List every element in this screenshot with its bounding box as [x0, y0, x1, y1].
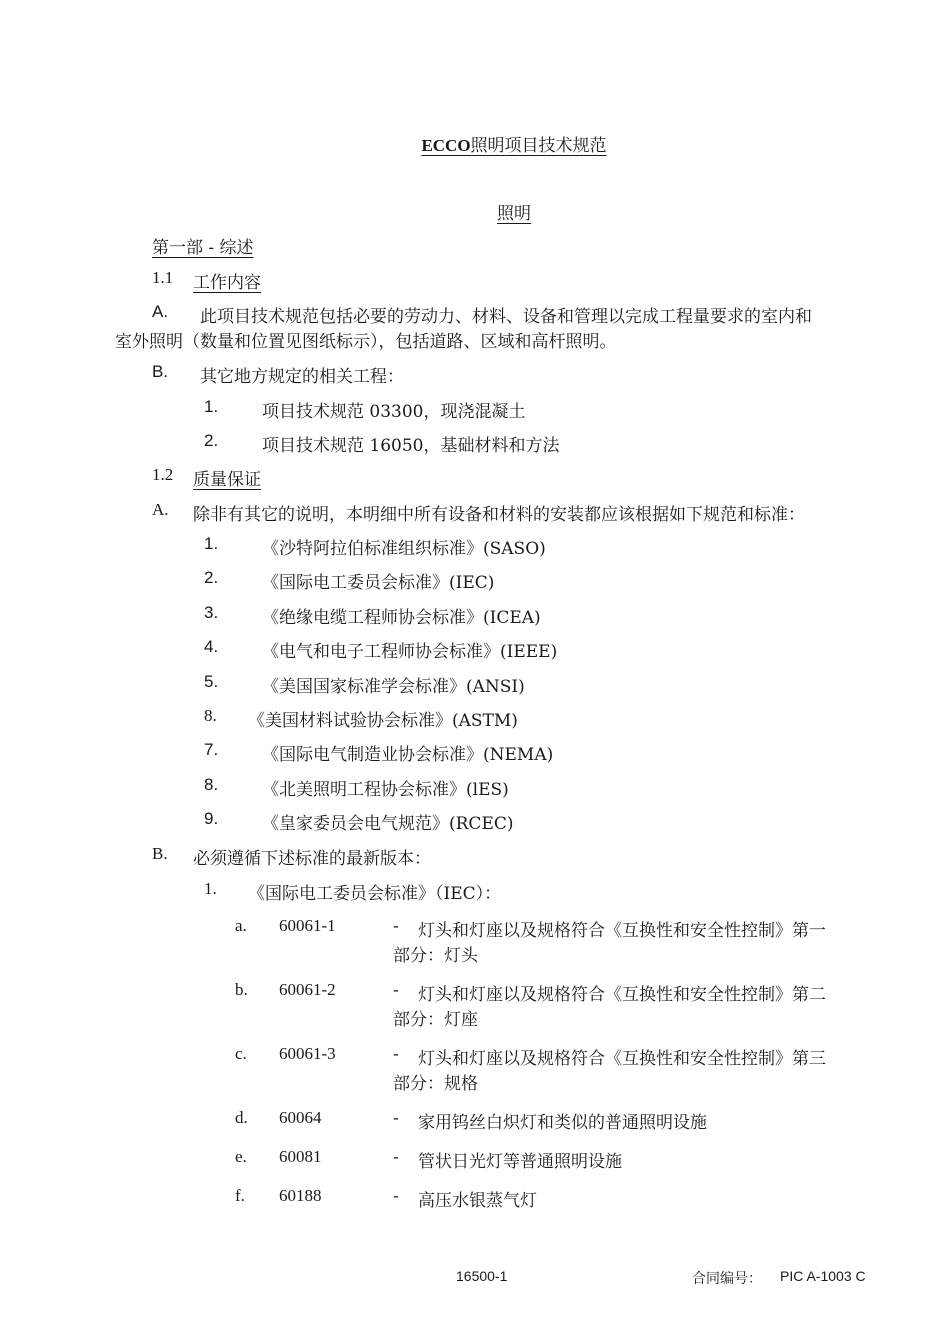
iec-d-letter: d. [235, 1108, 248, 1127]
related-item-2-text: 项目技术规范 16050，基础材料和方法 [262, 436, 560, 456]
standard-8-number: 8. [204, 775, 219, 794]
standard-2-text: 《国际电工委员会标准》(IEC) [262, 573, 495, 593]
iec-b-desc-line2: 部分：灯座 [393, 1010, 478, 1030]
standard-5-number: 5. [204, 672, 219, 691]
standard-1-number: 1. [204, 534, 219, 553]
standard-3-number: 3. [204, 603, 219, 622]
standard-1-text: 《沙特阿拉伯标准组织标准》(SASO) [262, 539, 546, 559]
related-item-2-number: 2. [204, 431, 219, 450]
standard-6-text: 《美国材料试验协会标准》(ASTM) [248, 711, 518, 731]
iec-c-dash: - [393, 1044, 399, 1063]
related-item-1-text: 项目技术规范 03300，现浇混凝土 [262, 402, 526, 422]
iec-a-letter: a. [235, 916, 247, 935]
iec-e-desc-line1: 管状日光灯等普通照明设施 [418, 1152, 622, 1172]
iec-b-dash: - [393, 980, 399, 999]
iec-c-desc-line1: 灯头和灯座以及规格符合《互换性和安全性控制》第三 [418, 1049, 826, 1069]
iec-f-letter: f. [235, 1186, 245, 1205]
iec-c-desc-line2: 部分：规格 [393, 1074, 478, 1094]
iec-b-letter: b. [235, 980, 248, 999]
iec-c-code: 60061-3 [279, 1044, 336, 1063]
iec-b-code: 60061-2 [279, 980, 336, 999]
quality-b1-text: 《国际电工委员会标准》（IEC）： [248, 884, 502, 904]
standard-6-number: 8. [204, 706, 217, 725]
standard-4-number: 4. [204, 637, 219, 656]
para-a-line2: 室外照明（数量和位置见图纸标示），包括道路、区域和高杆照明。 [115, 332, 617, 352]
para-a-line1: 此项目技术规范包括必要的劳动力、材料、设备和管理以完成工程量要求的室内和 [200, 307, 812, 327]
quality-a-text: 除非有其它的说明，本明细中所有设备和材料的安装都应该根据如下规范和标准： [193, 505, 805, 525]
para-b-label: B. [152, 362, 169, 381]
para-a-label: A. [152, 302, 169, 321]
iec-a-desc-line2: 部分：灯头 [393, 946, 478, 966]
quality-b-text: 必须遵循下述标准的最新版本： [193, 849, 431, 869]
iec-d-desc-line1: 家用钨丝白炽灯和类似的普通照明设施 [418, 1113, 707, 1133]
iec-f-dash: - [393, 1186, 399, 1205]
iec-d-code: 60064 [279, 1108, 322, 1127]
standard-7-number: 7. [204, 740, 219, 759]
footer-contract-number: PIC A-1003 C [780, 1268, 866, 1284]
part-heading: 第一部 - 综述 [152, 238, 254, 258]
footer-page-number: 16500-1 [456, 1268, 508, 1284]
iec-a-code: 60061-1 [279, 916, 336, 935]
standard-2-number: 2. [204, 568, 219, 587]
iec-c-letter: c. [235, 1044, 247, 1063]
section-title: 照明 [497, 204, 531, 224]
quality-b1-number: 1. [204, 879, 217, 898]
iec-f-desc-line1: 高压水银蒸气灯 [418, 1191, 537, 1211]
standard-8-text: 《北美照明工程协会标准》(lES) [262, 780, 509, 800]
quality-b-label: B. [152, 844, 168, 863]
iec-e-letter: e. [235, 1147, 247, 1166]
quality-a-label: A. [152, 500, 169, 519]
section-1-1-number: 1.1 [152, 268, 174, 287]
iec-d-dash: - [393, 1108, 399, 1127]
standard-7-text: 《国际电气制造业协会标准》(NEMA) [262, 745, 554, 765]
standard-4-text: 《电气和电子工程师协会标准》(IEEE) [262, 642, 558, 662]
iec-e-dash: - [393, 1147, 399, 1166]
standard-5-text: 《美国国家标准学会标准》(ANSI) [262, 677, 525, 697]
document-title [0, 131, 950, 156]
iec-a-dash: - [393, 916, 399, 935]
iec-f-code: 60188 [279, 1186, 322, 1205]
para-b-text: 其它地方规定的相关工程： [200, 367, 404, 387]
related-item-1-number: 1. [204, 397, 219, 416]
standard-9-text: 《皇家委员会电气规范》(RCEC) [262, 814, 514, 834]
footer-contract-label: 合同编号： [692, 1271, 762, 1287]
standard-3-text: 《绝缘电缆工程师协会标准》(ICEA) [262, 608, 541, 628]
iec-b-desc-line1: 灯头和灯座以及规格符合《互换性和安全性控制》第二 [418, 985, 826, 1005]
iec-e-code: 60081 [279, 1147, 322, 1166]
iec-a-desc-line1: 灯头和灯座以及规格符合《互换性和安全性控制》第一 [418, 921, 826, 941]
section-1-2-title: 质量保证 [193, 470, 261, 490]
title-brand: ECCO [421, 136, 471, 155]
section-1-1-title: 工作内容 [193, 273, 261, 293]
title-text: 照明项目技术规范 [470, 136, 607, 156]
section-1-2-number: 1.2 [152, 465, 174, 484]
standard-9-number: 9. [204, 809, 219, 828]
